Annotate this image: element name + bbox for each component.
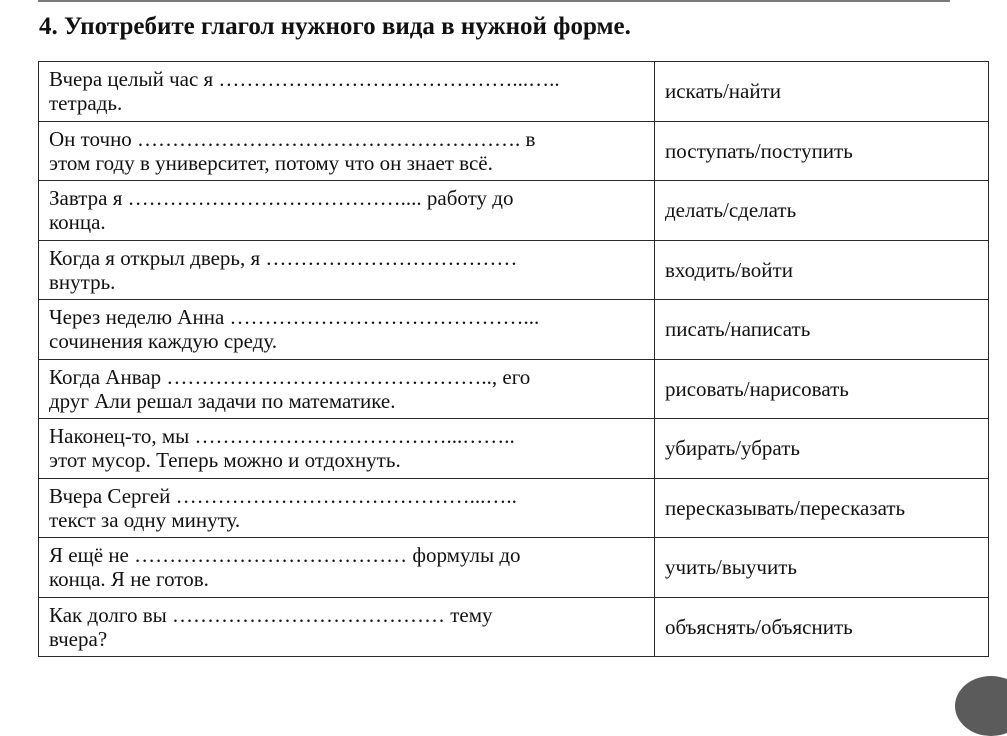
sentence-cell	[39, 181, 655, 241]
sentence-text: конца. Я не готов.	[49, 567, 209, 592]
sentence-text: Как долго вы ………………………………… тему	[49, 602, 493, 627]
sentence-text: конца.	[49, 210, 106, 235]
verb-pair: делать/сделать	[655, 181, 989, 241]
table-row	[39, 121, 989, 181]
sentence-text: этот мусор. Теперь можно и отдохнуть.	[49, 448, 401, 473]
sentence-text: друг Али решал задачи по математике.	[49, 388, 396, 413]
sentence-text: этом году в университет, потому что он знает всё.	[49, 150, 493, 175]
table-row	[39, 240, 989, 300]
sentence-text: Когда Анвар ……………………………………….., его	[49, 364, 531, 389]
sentence-cell	[39, 419, 655, 479]
verb-pair: рисовать/нарисовать	[655, 359, 989, 419]
table-row	[39, 597, 989, 657]
sentence-text: Вчера целый час я ……………………………………...…..	[49, 67, 560, 92]
sentence-text: Вчера Сергей ……………………………………...…..	[49, 483, 517, 508]
table-row	[39, 359, 989, 419]
sentence-text: Когда я открыл дверь, я ………………………………	[49, 245, 518, 270]
verb-pair: объяснять/объяснить	[655, 597, 989, 657]
sentence-cell	[39, 359, 655, 419]
table-row	[39, 478, 989, 538]
corner-shadow	[955, 676, 1007, 736]
verb-pair: поступать/поступить	[655, 121, 989, 181]
table-row	[39, 181, 989, 241]
sentence-cell	[39, 478, 655, 538]
sentence-cell	[39, 300, 655, 360]
sentence-text: сочинения каждую среду.	[49, 329, 278, 354]
sentence-cell	[39, 121, 655, 181]
exercise-table	[38, 61, 989, 657]
table-row	[39, 300, 989, 360]
sentence-text: вчера?	[49, 626, 108, 651]
table-row	[39, 538, 989, 598]
sentence-text: Он точно ………………………………………………. в	[49, 126, 536, 151]
sentence-text: внутрь.	[49, 269, 116, 294]
table-row	[39, 62, 989, 122]
sentence-cell	[39, 538, 655, 598]
task-title: 4. Употребите глагол нужного вида в нужной форме.	[39, 13, 631, 40]
top-divider	[38, 0, 950, 2]
sentence-text: Я ещё не ………………………………… формулы до	[49, 543, 521, 568]
sentence-text: тетрадь.	[49, 91, 123, 116]
sentence-cell	[39, 62, 655, 122]
verb-pair: искать/найти	[655, 62, 989, 122]
table-row	[39, 419, 989, 479]
verb-pair: писать/написать	[655, 300, 989, 360]
sentence-text: текст за одну минуту.	[49, 507, 241, 532]
sentence-text: Завтра я ………………………………….... работу до	[49, 186, 514, 211]
verb-pair: пересказывать/пересказать	[655, 478, 989, 538]
sentence-text: Наконец-то, мы ………………………………...……..	[49, 424, 515, 449]
sentence-cell	[39, 240, 655, 300]
verb-pair: входить/войти	[655, 240, 989, 300]
verb-pair: учить/выучить	[655, 538, 989, 598]
verb-pair: убирать/убрать	[655, 419, 989, 479]
sentence-cell	[39, 597, 655, 657]
sentence-text: Через неделю Анна ……………………………………...	[49, 305, 540, 330]
